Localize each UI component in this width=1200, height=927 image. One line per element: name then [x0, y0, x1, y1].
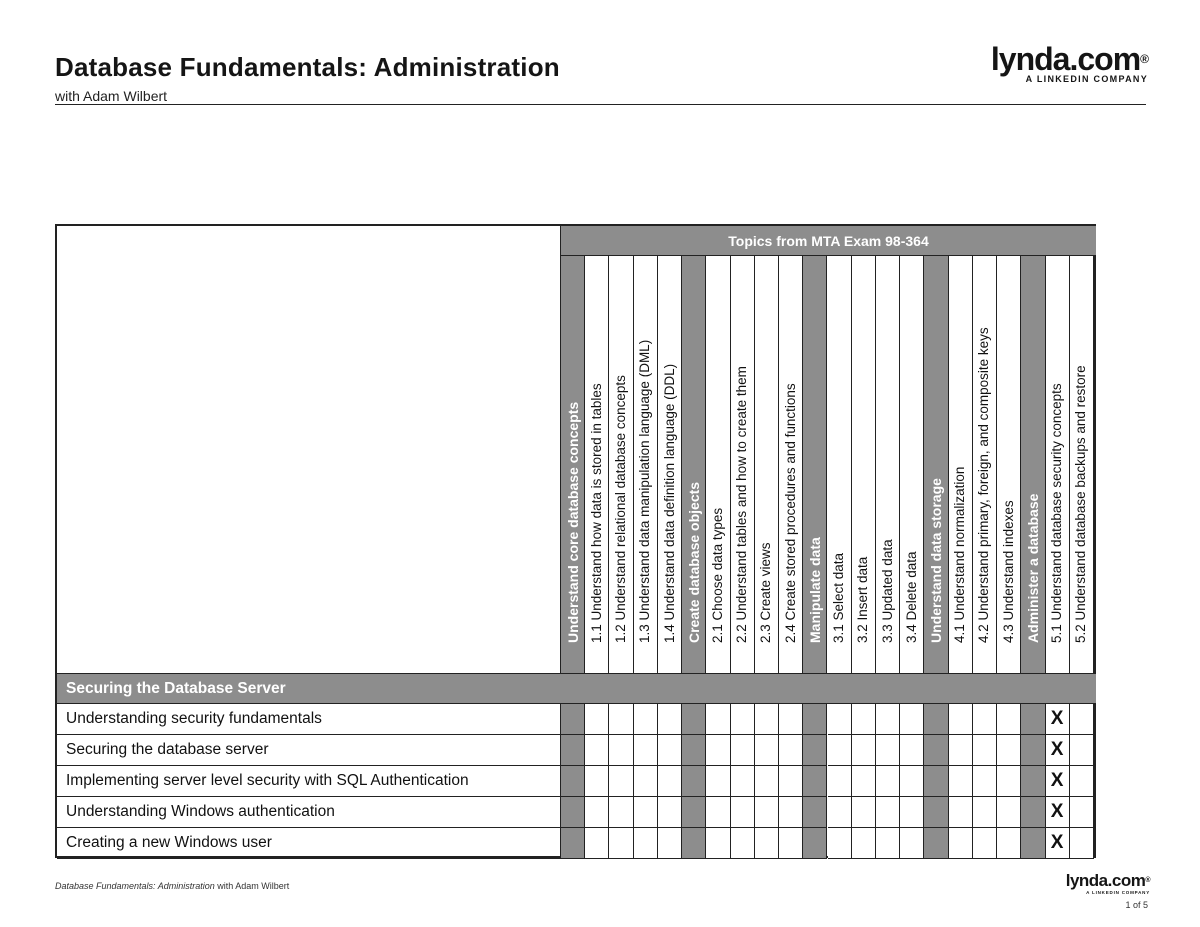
topic-check-cell — [779, 797, 803, 828]
section-header-row: Securing the Database Server — [57, 673, 1096, 704]
topic-mark: X — [1050, 739, 1064, 760]
topic-check-cell — [609, 735, 633, 766]
topic-column-header — [755, 256, 779, 673]
topic-check-cell — [876, 704, 900, 735]
topic-check-cell — [949, 797, 973, 828]
category-spacer-cell — [803, 704, 827, 735]
topic-check-cell — [585, 704, 609, 735]
topic-check-cell — [634, 797, 658, 828]
topic-check-cell — [634, 766, 658, 797]
category-spacer-cell — [682, 828, 706, 859]
topic-column-header — [634, 256, 658, 673]
category-column-header — [924, 256, 948, 673]
topic-check-cell — [779, 828, 803, 859]
topic-check-cell — [731, 735, 755, 766]
topic-column-header — [658, 256, 682, 673]
topic-check-cell — [876, 766, 900, 797]
topic-check-cell — [852, 766, 876, 797]
topic-check-cell — [755, 828, 779, 859]
category-spacer-cell — [803, 828, 827, 859]
topic-column-header — [731, 256, 755, 673]
column-header-label: Manipulate data — [806, 537, 823, 643]
logo-tagline: A LINKEDIN COMPANY — [1025, 74, 1148, 84]
topic-mark: X — [1050, 708, 1064, 729]
topic-check-cell — [900, 828, 924, 859]
category-column-header — [803, 256, 827, 673]
column-header-label: 1.3 Understand data manipulation language (DML) — [637, 339, 653, 643]
table-row-label: Creating a new Windows user — [57, 828, 561, 859]
topic-check-cell — [609, 766, 633, 797]
footer-logo-tagline: A LINKEDIN COMPANY — [1086, 890, 1150, 895]
category-column-header — [561, 256, 585, 673]
logo-registered-mark: ® — [1140, 52, 1148, 66]
category-spacer-cell — [924, 735, 948, 766]
topic-check-cell — [949, 766, 973, 797]
topic-check-cell — [852, 704, 876, 735]
topic-check-cell — [779, 766, 803, 797]
column-header-label: 4.3 Understand indexes — [1000, 500, 1016, 643]
topic-check-cell — [1070, 766, 1094, 797]
category-spacer-cell — [1021, 735, 1045, 766]
topic-column-header — [973, 256, 997, 673]
table-row-label: Securing the database server — [57, 735, 561, 766]
topic-column-header — [1070, 256, 1094, 673]
topic-check-cell — [828, 797, 852, 828]
topic-mark: X — [1050, 832, 1064, 853]
column-header-label: 3.2 Insert data — [855, 556, 871, 643]
topic-check-cell — [634, 735, 658, 766]
topic-check-cell — [997, 828, 1021, 859]
footer-logo-registered-mark: ® — [1145, 877, 1150, 884]
topic-check-cell — [658, 704, 682, 735]
category-spacer-cell — [561, 704, 585, 735]
column-header-label: 1.2 Understand relational database concepts — [613, 375, 629, 643]
topic-check-cell — [1046, 797, 1070, 828]
topic-column-header — [852, 256, 876, 673]
topic-check-cell — [997, 766, 1021, 797]
topic-check-cell — [731, 766, 755, 797]
category-spacer-cell — [1021, 766, 1045, 797]
topic-check-cell — [731, 797, 755, 828]
topic-check-cell — [1070, 704, 1094, 735]
topic-check-cell — [755, 704, 779, 735]
category-spacer-cell — [803, 766, 827, 797]
topic-check-cell — [1046, 704, 1070, 735]
column-header-label: 4.2 Understand primary, foreign, and composite keys — [976, 327, 992, 643]
category-spacer-cell — [682, 797, 706, 828]
column-header-label: 5.1 Understand database security concepts — [1049, 383, 1065, 643]
category-spacer-cell — [803, 735, 827, 766]
column-header-label: Create database objects — [685, 481, 702, 643]
logo-word: lynda.com — [990, 41, 1141, 77]
category-spacer-cell — [1021, 828, 1045, 859]
footer-course-title: Database Fundamentals: Administration — [55, 881, 215, 891]
topic-check-cell — [609, 797, 633, 828]
column-header-label: 2.4 Create stored procedures and functions — [782, 383, 798, 643]
column-header-label: Understand data storage — [928, 478, 945, 643]
topic-check-cell — [1070, 735, 1094, 766]
column-header-label: 3.1 Select data — [831, 552, 847, 643]
category-spacer-cell — [561, 766, 585, 797]
category-spacer-cell — [1021, 797, 1045, 828]
column-header-label: 4.1 Understand normalization — [952, 466, 968, 643]
footer-logo-word: lynda.com — [1065, 871, 1146, 890]
topic-column-header — [779, 256, 803, 673]
topic-check-cell — [658, 735, 682, 766]
topic-check-cell — [755, 797, 779, 828]
topic-check-cell — [852, 797, 876, 828]
category-column-header — [1021, 256, 1045, 673]
document-subtitle: with Adam Wilbert — [55, 88, 168, 104]
topic-check-cell — [706, 797, 730, 828]
category-spacer-cell — [803, 797, 827, 828]
column-header-label: 2.2 Understand tables and how to create them — [734, 366, 750, 643]
topic-check-cell — [973, 704, 997, 735]
topic-check-cell — [997, 735, 1021, 766]
topic-check-cell — [852, 828, 876, 859]
category-spacer-cell — [682, 735, 706, 766]
topic-check-cell — [973, 828, 997, 859]
topic-check-cell — [900, 704, 924, 735]
topic-check-cell — [997, 797, 1021, 828]
topic-check-cell — [706, 828, 730, 859]
topic-check-cell — [609, 828, 633, 859]
topic-check-cell — [949, 704, 973, 735]
topic-mark: X — [1050, 770, 1064, 791]
topic-column-header — [706, 256, 730, 673]
topic-check-cell — [973, 766, 997, 797]
column-header-label: 3.4 Delete data — [903, 551, 919, 643]
column-header-label: 2.3 Create views — [758, 542, 774, 643]
topic-column-header — [997, 256, 1021, 673]
category-spacer-cell — [924, 828, 948, 859]
category-column-header — [682, 256, 706, 673]
topic-check-cell — [779, 704, 803, 735]
topic-check-cell — [1046, 766, 1070, 797]
topic-check-cell — [706, 735, 730, 766]
column-header-label: 2.1 Choose data types — [709, 507, 725, 643]
page-number: 1 of 5 — [1125, 900, 1148, 910]
topic-check-cell — [658, 828, 682, 859]
topic-check-cell — [585, 797, 609, 828]
topic-check-cell — [585, 766, 609, 797]
topic-check-cell — [634, 704, 658, 735]
footer-lynda-logo — [1066, 872, 1150, 895]
lynda-logo — [991, 42, 1148, 84]
category-spacer-cell — [561, 828, 585, 859]
column-header-label: Administer a database — [1024, 493, 1041, 643]
topic-check-cell — [876, 828, 900, 859]
topic-check-cell — [900, 766, 924, 797]
table-row-label: Understanding Windows authentication — [57, 797, 561, 828]
topic-check-cell — [634, 828, 658, 859]
footer-course-credit — [55, 881, 289, 891]
category-spacer-cell — [924, 766, 948, 797]
topic-column-header — [876, 256, 900, 673]
table-corner-blank — [57, 226, 561, 673]
topic-column-header — [900, 256, 924, 673]
exam-topics-table — [55, 224, 1096, 858]
topic-column-header — [609, 256, 633, 673]
topic-check-cell — [731, 828, 755, 859]
footer-author: with Adam Wilbert — [214, 881, 290, 891]
document-title: Database Fundamentals: Administration — [55, 52, 560, 82]
topic-check-cell — [1046, 735, 1070, 766]
topics-header: Topics from MTA Exam 98-364 — [561, 226, 1096, 256]
topic-check-cell — [949, 735, 973, 766]
topic-check-cell — [900, 735, 924, 766]
topic-check-cell — [828, 735, 852, 766]
topic-check-cell — [755, 766, 779, 797]
topic-check-cell — [828, 828, 852, 859]
topic-column-header — [949, 256, 973, 673]
table-row-label: Implementing server level security with SQL Authentication — [57, 766, 561, 797]
category-spacer-cell — [1021, 704, 1045, 735]
topic-check-cell — [949, 828, 973, 859]
category-spacer-cell — [561, 797, 585, 828]
footer-logo-wordmark — [1066, 872, 1150, 890]
topic-check-cell — [609, 704, 633, 735]
table-row-label: Understanding security fundamentals — [57, 704, 561, 735]
column-header-label: Understand core database concepts — [564, 401, 581, 643]
topic-check-cell — [828, 766, 852, 797]
topic-check-cell — [755, 735, 779, 766]
topic-mark: X — [1050, 801, 1064, 822]
topic-check-cell — [706, 766, 730, 797]
topic-check-cell — [852, 735, 876, 766]
column-header-label: 1.4 Understand data definition language (DDL) — [661, 363, 677, 643]
topic-column-header — [828, 256, 852, 673]
column-header-label: 5.2 Understand database backups and restore — [1073, 365, 1089, 643]
topic-check-cell — [973, 735, 997, 766]
category-spacer-cell — [682, 704, 706, 735]
topic-check-cell — [828, 704, 852, 735]
category-spacer-cell — [924, 797, 948, 828]
topic-check-cell — [876, 735, 900, 766]
topic-check-cell — [779, 735, 803, 766]
topic-check-cell — [1070, 828, 1094, 859]
topic-check-cell — [1046, 828, 1070, 859]
category-spacer-cell — [682, 766, 706, 797]
topic-check-cell — [585, 828, 609, 859]
topic-check-cell — [900, 797, 924, 828]
topic-column-header — [1046, 256, 1070, 673]
topic-check-cell — [973, 797, 997, 828]
topic-check-cell — [658, 797, 682, 828]
column-header-label: 1.1 Understand how data is stored in tables — [588, 383, 604, 643]
logo-wordmark — [991, 42, 1148, 76]
topic-check-cell — [731, 704, 755, 735]
header-divider — [55, 104, 1146, 105]
topic-check-cell — [997, 704, 1021, 735]
topic-column-header — [585, 256, 609, 673]
topic-check-cell — [585, 735, 609, 766]
topic-check-cell — [876, 797, 900, 828]
category-spacer-cell — [924, 704, 948, 735]
topic-check-cell — [706, 704, 730, 735]
topic-check-cell — [658, 766, 682, 797]
column-header-label: 3.3 Updated data — [879, 539, 895, 643]
category-spacer-cell — [561, 735, 585, 766]
topic-check-cell — [1070, 797, 1094, 828]
